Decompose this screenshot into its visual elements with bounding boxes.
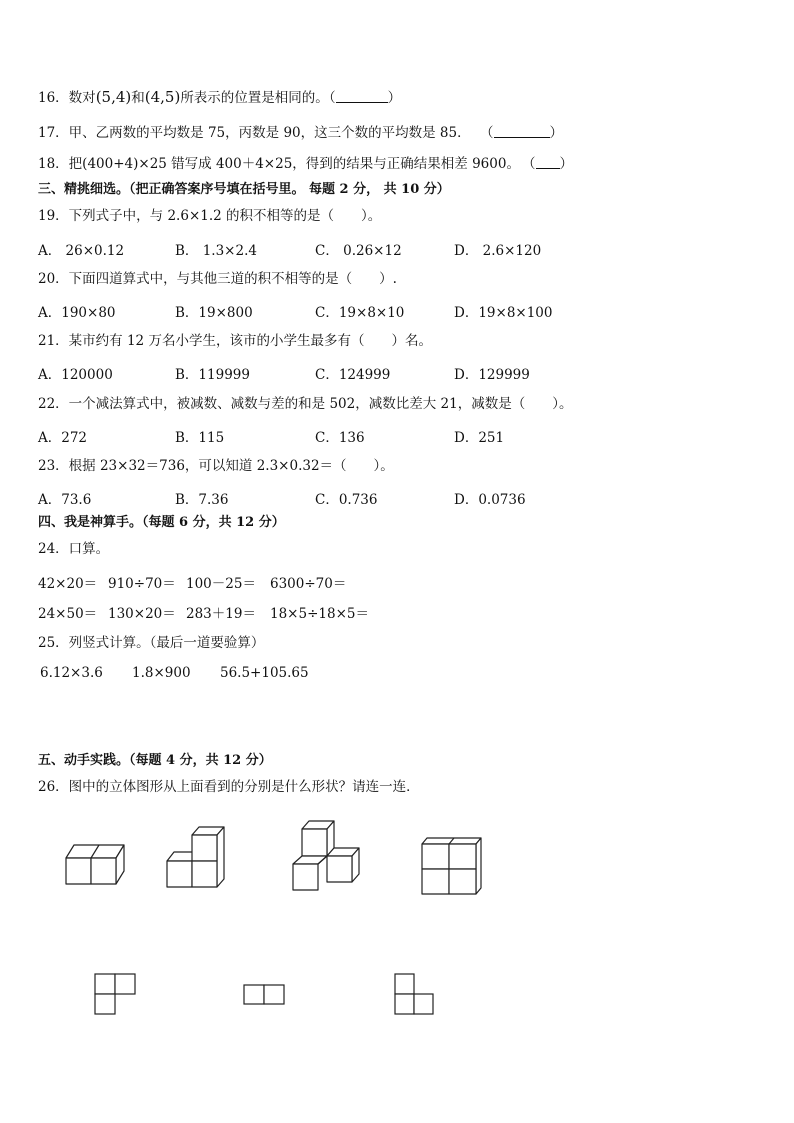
vertical-calc-item: 56.5+105.65 [220,665,309,681]
option-b[interactable]: B．7.36 [175,492,229,508]
option-a[interactable]: A．73.6 [38,492,92,508]
top-view-shape-3[interactable] [395,974,433,1014]
oral-calc-item: 130×20＝ [108,606,176,622]
question-25: 25．列竖式计算。（最后一道要验算） [38,635,265,651]
vertical-calc-item: 6.12×3.6 [40,665,103,681]
oral-calc-item: 18×5÷18×5＝ [270,606,369,622]
question-23: 23．根据 23×32＝736，可以知道 2.3×0.32＝（ ）。 [38,458,394,474]
option-d[interactable]: D．129999 [454,367,530,383]
option-b[interactable]: B． 1.3×2.4 [175,243,257,259]
oral-calc-item: 42×20＝ [38,576,98,592]
option-a[interactable]: A． 26×0.12 [38,243,125,259]
question-19: 19．下列式子中，与 2.6×1.2 的积不相等的是（ ）。 [38,208,382,224]
question-16: 16．数对(5,4)和(4,5)所表示的位置是相同的。（ ） [38,88,402,106]
question-18: 18．把(400+4)×25 错写成 400＋4×25，得到的结果与正确结果相差 9600。 [38,156,520,172]
section-title-4: 四、我是神算手。（每题 6 分，共 12 分） [38,515,285,530]
option-b[interactable]: B．115 [175,430,225,446]
question-20: 20．下面四道算式中，与其他三道的积不相等的是（ ）. [38,271,397,287]
option-c[interactable]: C．19×8×10 [315,305,405,321]
oral-calc-item: 24×50＝ [38,606,98,622]
oral-calc-item: 283＋19＝ [186,606,256,622]
oral-calc-item: 100－25＝ [186,576,256,592]
section-title-3: 三、精挑细选。（把正确答案序号填在括号里。 每题 2 分， 共 10 分） [38,182,450,197]
solid-figure-3[interactable] [293,821,359,890]
option-a[interactable]: A．272 [38,430,88,446]
solid-figure-4[interactable] [422,838,481,894]
option-a[interactable]: A．190×80 [38,305,116,321]
option-c[interactable]: C．0.736 [315,492,378,508]
question-17: 17．甲、乙两数的平均数是 75，丙数是 90，这三个数的平均数是 85． [38,125,471,141]
option-c[interactable]: C． 0.26×12 [315,243,402,259]
option-d[interactable]: D．251 [454,430,505,446]
question-21: 21．某市约有 12 万名小学生，该市的小学生最多有（ ）名。 [38,333,432,349]
option-a[interactable]: A．120000 [38,367,113,383]
option-b[interactable]: B．119999 [175,367,250,383]
section-title-5: 五、动手实践。（每题 4 分，共 12 分） [38,753,272,768]
vertical-calc-item: 1.8×900 [132,665,191,681]
option-c[interactable]: C．124999 [315,367,391,383]
question-24: 24．口算。 [38,541,110,557]
solid-figure-2[interactable] [167,827,224,887]
oral-calc-item: 910÷70＝ [108,576,176,592]
option-d[interactable]: D． 2.6×120 [454,243,542,259]
option-b[interactable]: B．19×800 [175,305,253,321]
option-d[interactable]: D．19×8×100 [454,305,553,321]
oral-calc-item: 6300÷70＝ [270,576,347,592]
option-d[interactable]: D．0.0736 [454,492,526,508]
top-view-shape-2[interactable] [244,985,284,1004]
question-26: 26．图中的立体图形从上面看到的分别是什么形状？请连一连． [38,779,420,795]
answer-paren-17: （ ） [480,125,563,141]
option-c[interactable]: C．136 [315,430,365,446]
answer-paren-18: （ ） [522,156,573,172]
question-22: 22．一个减法算式中，被减数、减数与差的和是 502，减数比差大 21，减数是（ ）。 [38,396,573,412]
top-view-shape-1[interactable] [95,974,135,1014]
solid-figure-1[interactable] [66,845,124,884]
